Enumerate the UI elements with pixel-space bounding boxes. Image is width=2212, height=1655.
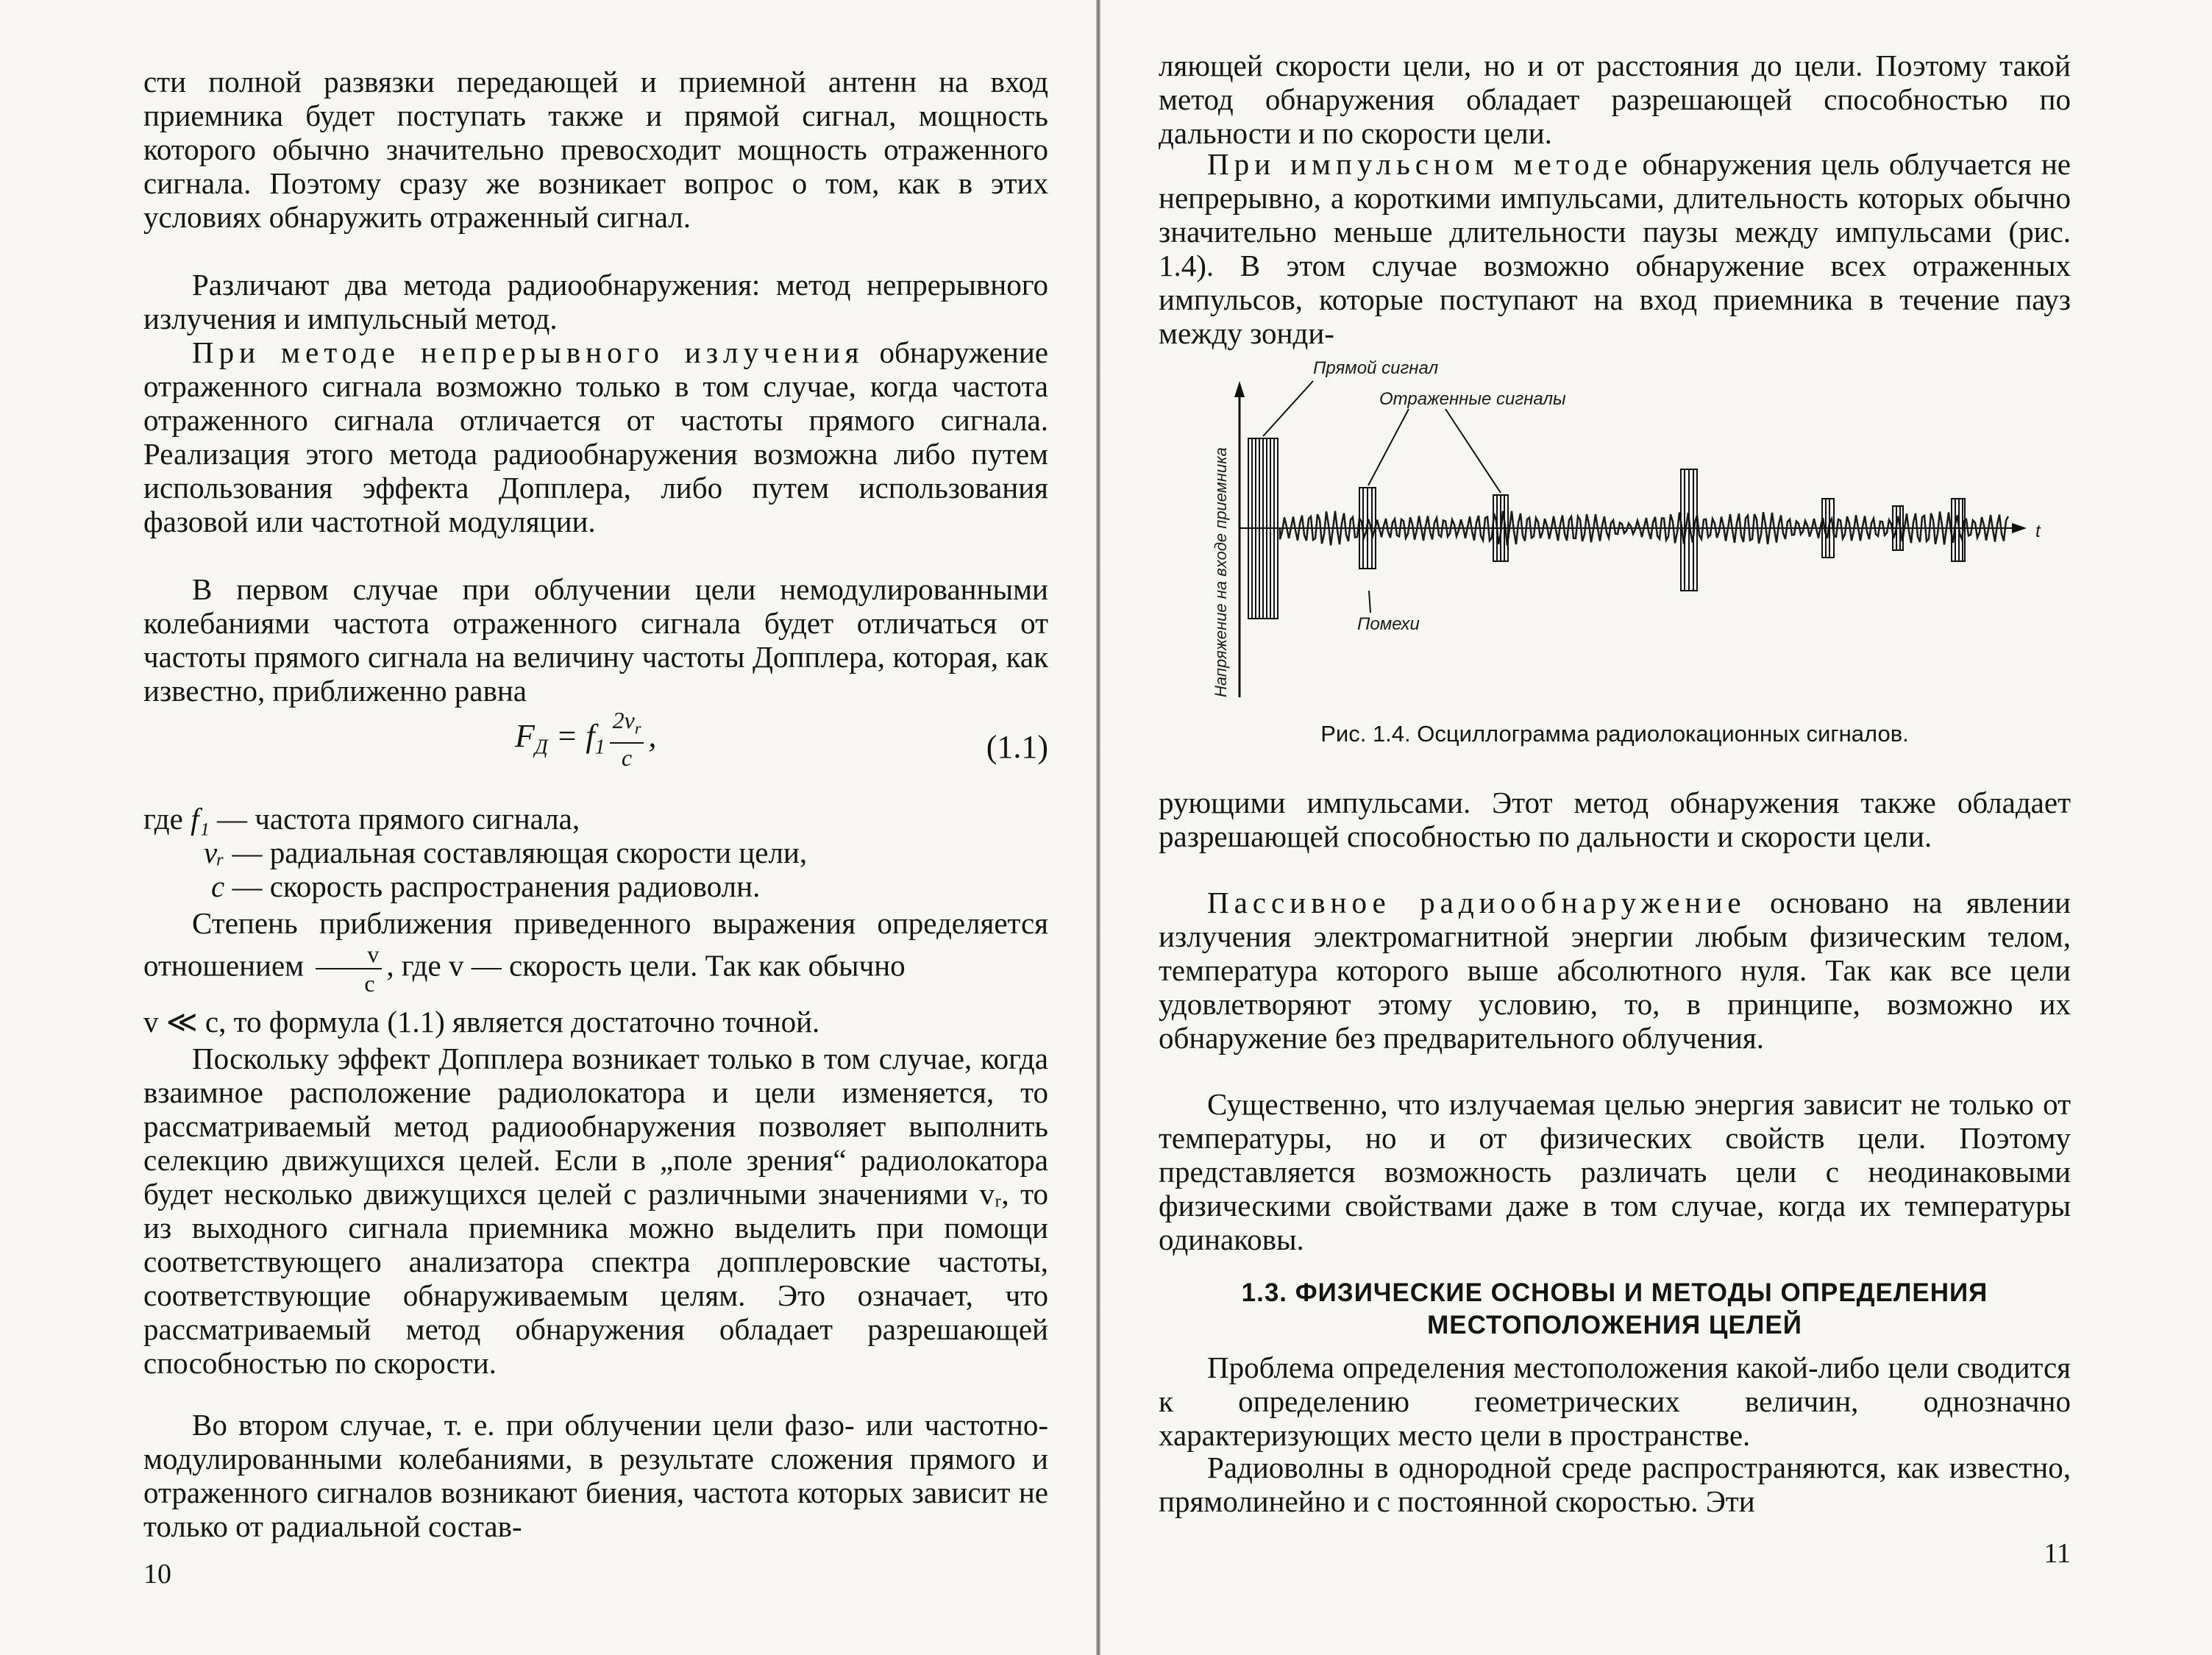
right-paragraph-7: Радиоволны в однородной среде распространяются, как известно, прямолинейно и с постоянной скоростью. Эти (1159, 1451, 2071, 1518)
leader-reflected-1 (1368, 409, 1409, 485)
label-reflected-signals: Отраженные сигналы (1379, 389, 1566, 409)
right-paragraph-4: Пассивное радиообнаружение основано на явлении излучения электромагнитной энергии любым физическим телом, температура которого выше абсолютного нуля. Так как все цели удовлетворяют этому условию, то, в принципе, возможно их обнаружение без предварительного облучения. (1159, 886, 2071, 1055)
label-noise: Помехи (1357, 614, 1420, 634)
right-paragraph-2: При импульсном методе обнаружения цель облучается не непрерывно, а короткими импульсами, длительность которых обычно значительно меньше длительности паузы между импульсами (рис. 1.4). В этом случае возможно обнаружение всех отраженных импульсов, которые поступают на вход приемника в течение пауз между зонди- (1159, 147, 2071, 350)
right-paragraph-6: Проблема определения местоположения какой-либо цели сводится к определению геометрических величин, однозначно характеризующих место цели в пространстве. (1159, 1350, 2071, 1452)
right-paragraph-5: Существенно, что излучаемая целью энергия зависит не только от температуры, но и от физических свойств цели. Поэтому представляется возможность различать цели с неодинаковыми физическими свойствами даже в том случае, когда их температуры одинаковы. (1159, 1087, 2071, 1256)
left-paragraph-3-text: обнаружение отраженного сигнала возможно только в том случае, когда частота отраженного сигнала отличается от частоты прямого сигнала. Реализация этого метода радиообнаружения возможна либо путем использования эффекта Допплера, либо путем использования фазовой или частотной модуляции. (143, 335, 1048, 538)
formula-number: (1.1) (986, 729, 1048, 765)
right-page (1159, 0, 2071, 1655)
right-paragraph-1: ляющей скорости цели, но и от расстояния до цели. Поэтому такой метод обнаружения обладает разрешающей способностью по дальности и по скорости цели. (1159, 49, 2071, 150)
y-axis-label: Напряжение на входе приемника (1212, 447, 1230, 697)
page-number-left: 10 (143, 1559, 171, 1590)
section-heading: 1.3. ФИЗИЧЕСКИЕ ОСНОВЫ И МЕТОДЫ ОПРЕДЕЛЕНИЯ МЕСТОПОЛОЖЕНИЯ ЦЕЛЕЙ (1241, 1278, 1988, 1339)
left-page (143, 0, 1048, 1655)
spaced-term-continuous: При методе непрерывного излучения (192, 335, 864, 369)
left-paragraph-1: сти полной развязки передающей и приемной антенн на вход приемника будет поступать также и прямой сигнал, мощность которого обычно значительно превосходит мощность отраженного сигнала. Поэтому сразу же возникает вопрос о том, как в этих условиях обнаружить отраженный сигнал. (143, 65, 1048, 234)
left-paragraph-7: Во втором случае, т. е. при облучении цели фазо- или частотно-модулированными колебаниями, в результате сложения прямого и отраженного сигналов возникают биения, частота которых зависит не только от радиальной состав- (143, 1408, 1048, 1543)
figure-caption: Рис. 1.4. Осциллограмма радиолокационных сигналов. (1320, 721, 1909, 747)
time-axis-label: t (2035, 522, 2041, 541)
formula-expression: $F_Д = f_1$ $\frac{2v_r}{c}$ , (515, 707, 657, 772)
oscillogram-svg (1203, 352, 2056, 719)
left-paragraph-2: Различают два метода радиообнаружения: метод непрерывного излучения и импульсный метод. (143, 268, 1048, 335)
formula-1-1 (143, 699, 1048, 787)
y-axis-arrow (1234, 381, 1245, 397)
left-paragraph-5-end: v ≪ c, то формула (1.1) является достаточно точной. (143, 1005, 820, 1039)
leader-direct (1263, 381, 1313, 436)
page-number-right: 11 (2044, 1538, 2071, 1569)
oscillogram-figure (1203, 352, 2056, 719)
right-paragraph-3: рующими импульсами. Этот метод обнаружения также обладает разрешающей способностью по дальности и скорости цели. (1159, 786, 2071, 853)
spaced-term-passive: Пассивное радиообнаружение (1207, 886, 1746, 919)
book-spine (1096, 0, 1100, 1655)
spaced-term-pulsed: При импульсном методе (1207, 147, 1633, 181)
leader-reflected-2 (1445, 409, 1501, 493)
left-paragraph-3 (143, 335, 1048, 538)
leader-noise (1369, 591, 1370, 613)
left-paragraph-6: Поскольку эффект Допплера возникает только в том случае, когда взаимное расположение радиолокатора и цели изменяется, то рассматриваемый метод радиообнаружения позволяет выполнить селекцию движущихся целей. Если в „поле зрения“ радиолокатора будет несколько движущихся целей с различными значениями vᵣ, то из выходного сигнала приемника можно выделить при помощи соответствующего анализатора спектра допплеровские частоты, соответствующие обнаруживаемым целям. Это означает, что рассматриваемый метод обнаружения обладает разрешающей способностью по скорости. (143, 1042, 1048, 1380)
label-direct-signal: Прямой сигнал (1313, 358, 1439, 378)
formula-legend: где f₁ — частота прямого сигнала, vᵣ — радиальная составляющая скорости цели, c — скорость распространения радиоволн. (143, 802, 808, 903)
direct-signal-pulse-3 (1952, 499, 1965, 561)
direct-signal-pulse (1248, 438, 1278, 619)
time-axis-arrow (2012, 523, 2027, 533)
left-paragraph-5: Степень приближения приведенного выражения определяется отношением $\frac{v}{c}$ , где v — скорость цели. Так как обычно (143, 906, 1048, 997)
left-paragraph-4: В первом случае при облучении цели немодулированными колебаниями частота отраженного сигнала будет отличаться от частоты прямого сигнала на величину частоты Допплера, которая, как известно, приближенно равна (143, 572, 1048, 708)
